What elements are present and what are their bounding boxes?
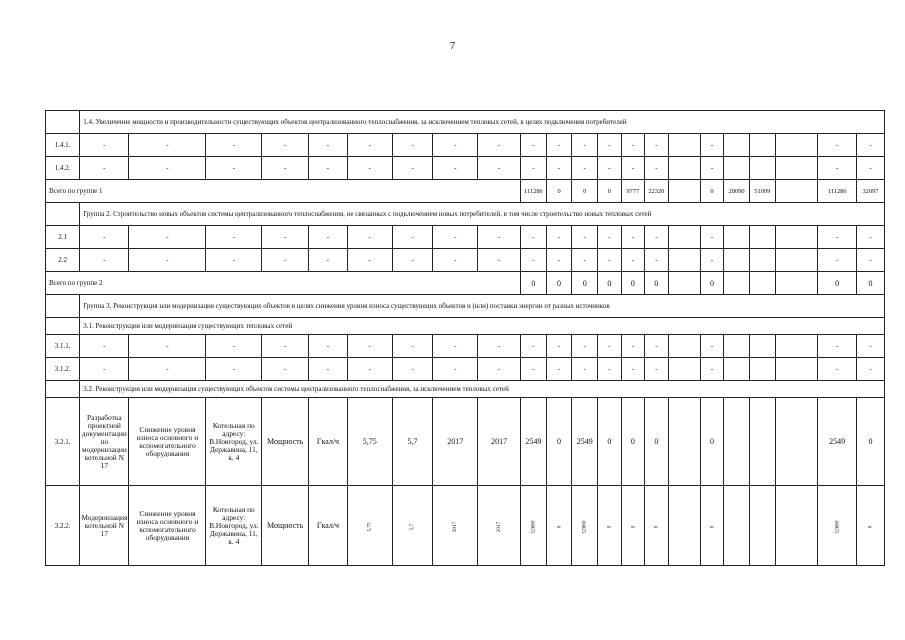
purpose: Снижение уровня износа основного и вспомогательного оборудования xyxy=(129,398,206,486)
table-row: 1.4.1. - - - - - - - - - - - - - - - - - - xyxy=(46,134,885,157)
row-number: 3.2.1. xyxy=(46,398,80,486)
row-number: 2.2 xyxy=(46,249,80,272)
row-number: 3.1.1. xyxy=(46,335,80,358)
table-row-3-2-2: 3.2.2. Модернизация котельной N 17 Снижение уровня износа основного и вспомогательного оборудования Котельная по адресу: В.Новгород, ул. Державина, 11, к. 4 Мощность Гкал/ч 5,75 5,7 2017 2017 52680 0 52680 0 0 0 0 52680 0 xyxy=(46,486,885,566)
table-row: 3.1.2. - - - - - - - - - - - - - - - - - - xyxy=(46,358,885,381)
table-row-3-2-1: 3.2.1. Разработка проектной документации по модернизации котельной N 17 Снижение уровня износа основного и вспомогательного оборудования Котельная по адресу: В.Новгород, ул. Державина, 11, к. 4 Мощность Гкал/ч 5,75 5,7 2017 2017 2549 0 2549 0 0 0 0 2549 0 xyxy=(46,398,885,486)
unit: Гкал/ч xyxy=(309,486,348,566)
section-title: 3.1. Реконструкция или модернизация существующих тепловых сетей xyxy=(80,318,885,335)
section-row-group-3 xyxy=(46,295,885,318)
location: Котельная по адресу: В.Новгород, ул. Державина, 11, к. 4 xyxy=(206,486,262,566)
row-number: 2.1 xyxy=(46,226,80,249)
purpose: Снижение уровня износа основного и вспомогательного оборудования xyxy=(129,486,206,566)
total-row-group-1: Всего по группе 1 111286 0 0 0 9777 22320 0 28090 51099 111286 32097 xyxy=(46,180,885,203)
page-number: 7 xyxy=(449,40,456,52)
row-number: 1.4.2. xyxy=(46,157,80,180)
unit: Гкал/ч xyxy=(309,398,348,486)
row-number: 1.4.1. xyxy=(46,134,80,157)
row-number: 3.2.2. xyxy=(46,486,80,566)
section-title: 3.2. Реконструкция или модернизация существующих объектов системы централизованного теплоснабжения, за исключением тепловых сетей xyxy=(80,381,885,398)
location: Котельная по адресу: В.Новгород, ул. Державина, 11, к. 4 xyxy=(206,398,262,486)
parameter: Мощность xyxy=(262,398,309,486)
total-row-group-2: Всего по группе 2 0 0 0 0 0 0 0 0 0 xyxy=(46,272,885,295)
section-title: Группа 2. Строительство новых объектов системы централизованного теплоснабжения, не связанных с подключением новых потребителей, в том числе строительство новых тепловых сетей xyxy=(80,203,885,226)
section-row-1-4 xyxy=(46,111,885,134)
total-label: Всего по группе 2 xyxy=(46,272,521,295)
table-row: 3.1.1. - - - - - - - - - - - - - - - - - - xyxy=(46,335,885,358)
total-label: Всего по группе 1 xyxy=(46,180,521,203)
table-row: 2.2 - - - - - - - - - - - - - - - - - - xyxy=(46,249,885,272)
section-title: Группа 3. Реконструкция или модернизация существующих объектов в целях снижения уровня износа существующих объектов и (или) поставки энергии от разных источников xyxy=(80,295,885,318)
project-name: Модернизация котельной N 17 xyxy=(80,486,129,566)
table-row: 1.4.2. - - - - - - - - - - - - - - - - - - xyxy=(46,157,885,180)
section-row-group-2 xyxy=(46,203,885,226)
section-row-3-2 xyxy=(46,381,885,398)
project-name: Разработка проектной документации по модернизации котельной N 17 xyxy=(80,398,129,486)
investment-table xyxy=(45,110,885,566)
row-number: 3.1.2. xyxy=(46,358,80,381)
section-title: 1.4. Увеличение мощности и производительности существующих объектов централизованного теплоснабжения, за исключением тепловых сетей, в целях подключения потребителей xyxy=(80,111,885,134)
parameter: Мощность xyxy=(262,486,309,566)
table-row: 2.1 - - - - - - - - - - - - - - - - - - xyxy=(46,226,885,249)
section-row-3-1 xyxy=(46,318,885,335)
